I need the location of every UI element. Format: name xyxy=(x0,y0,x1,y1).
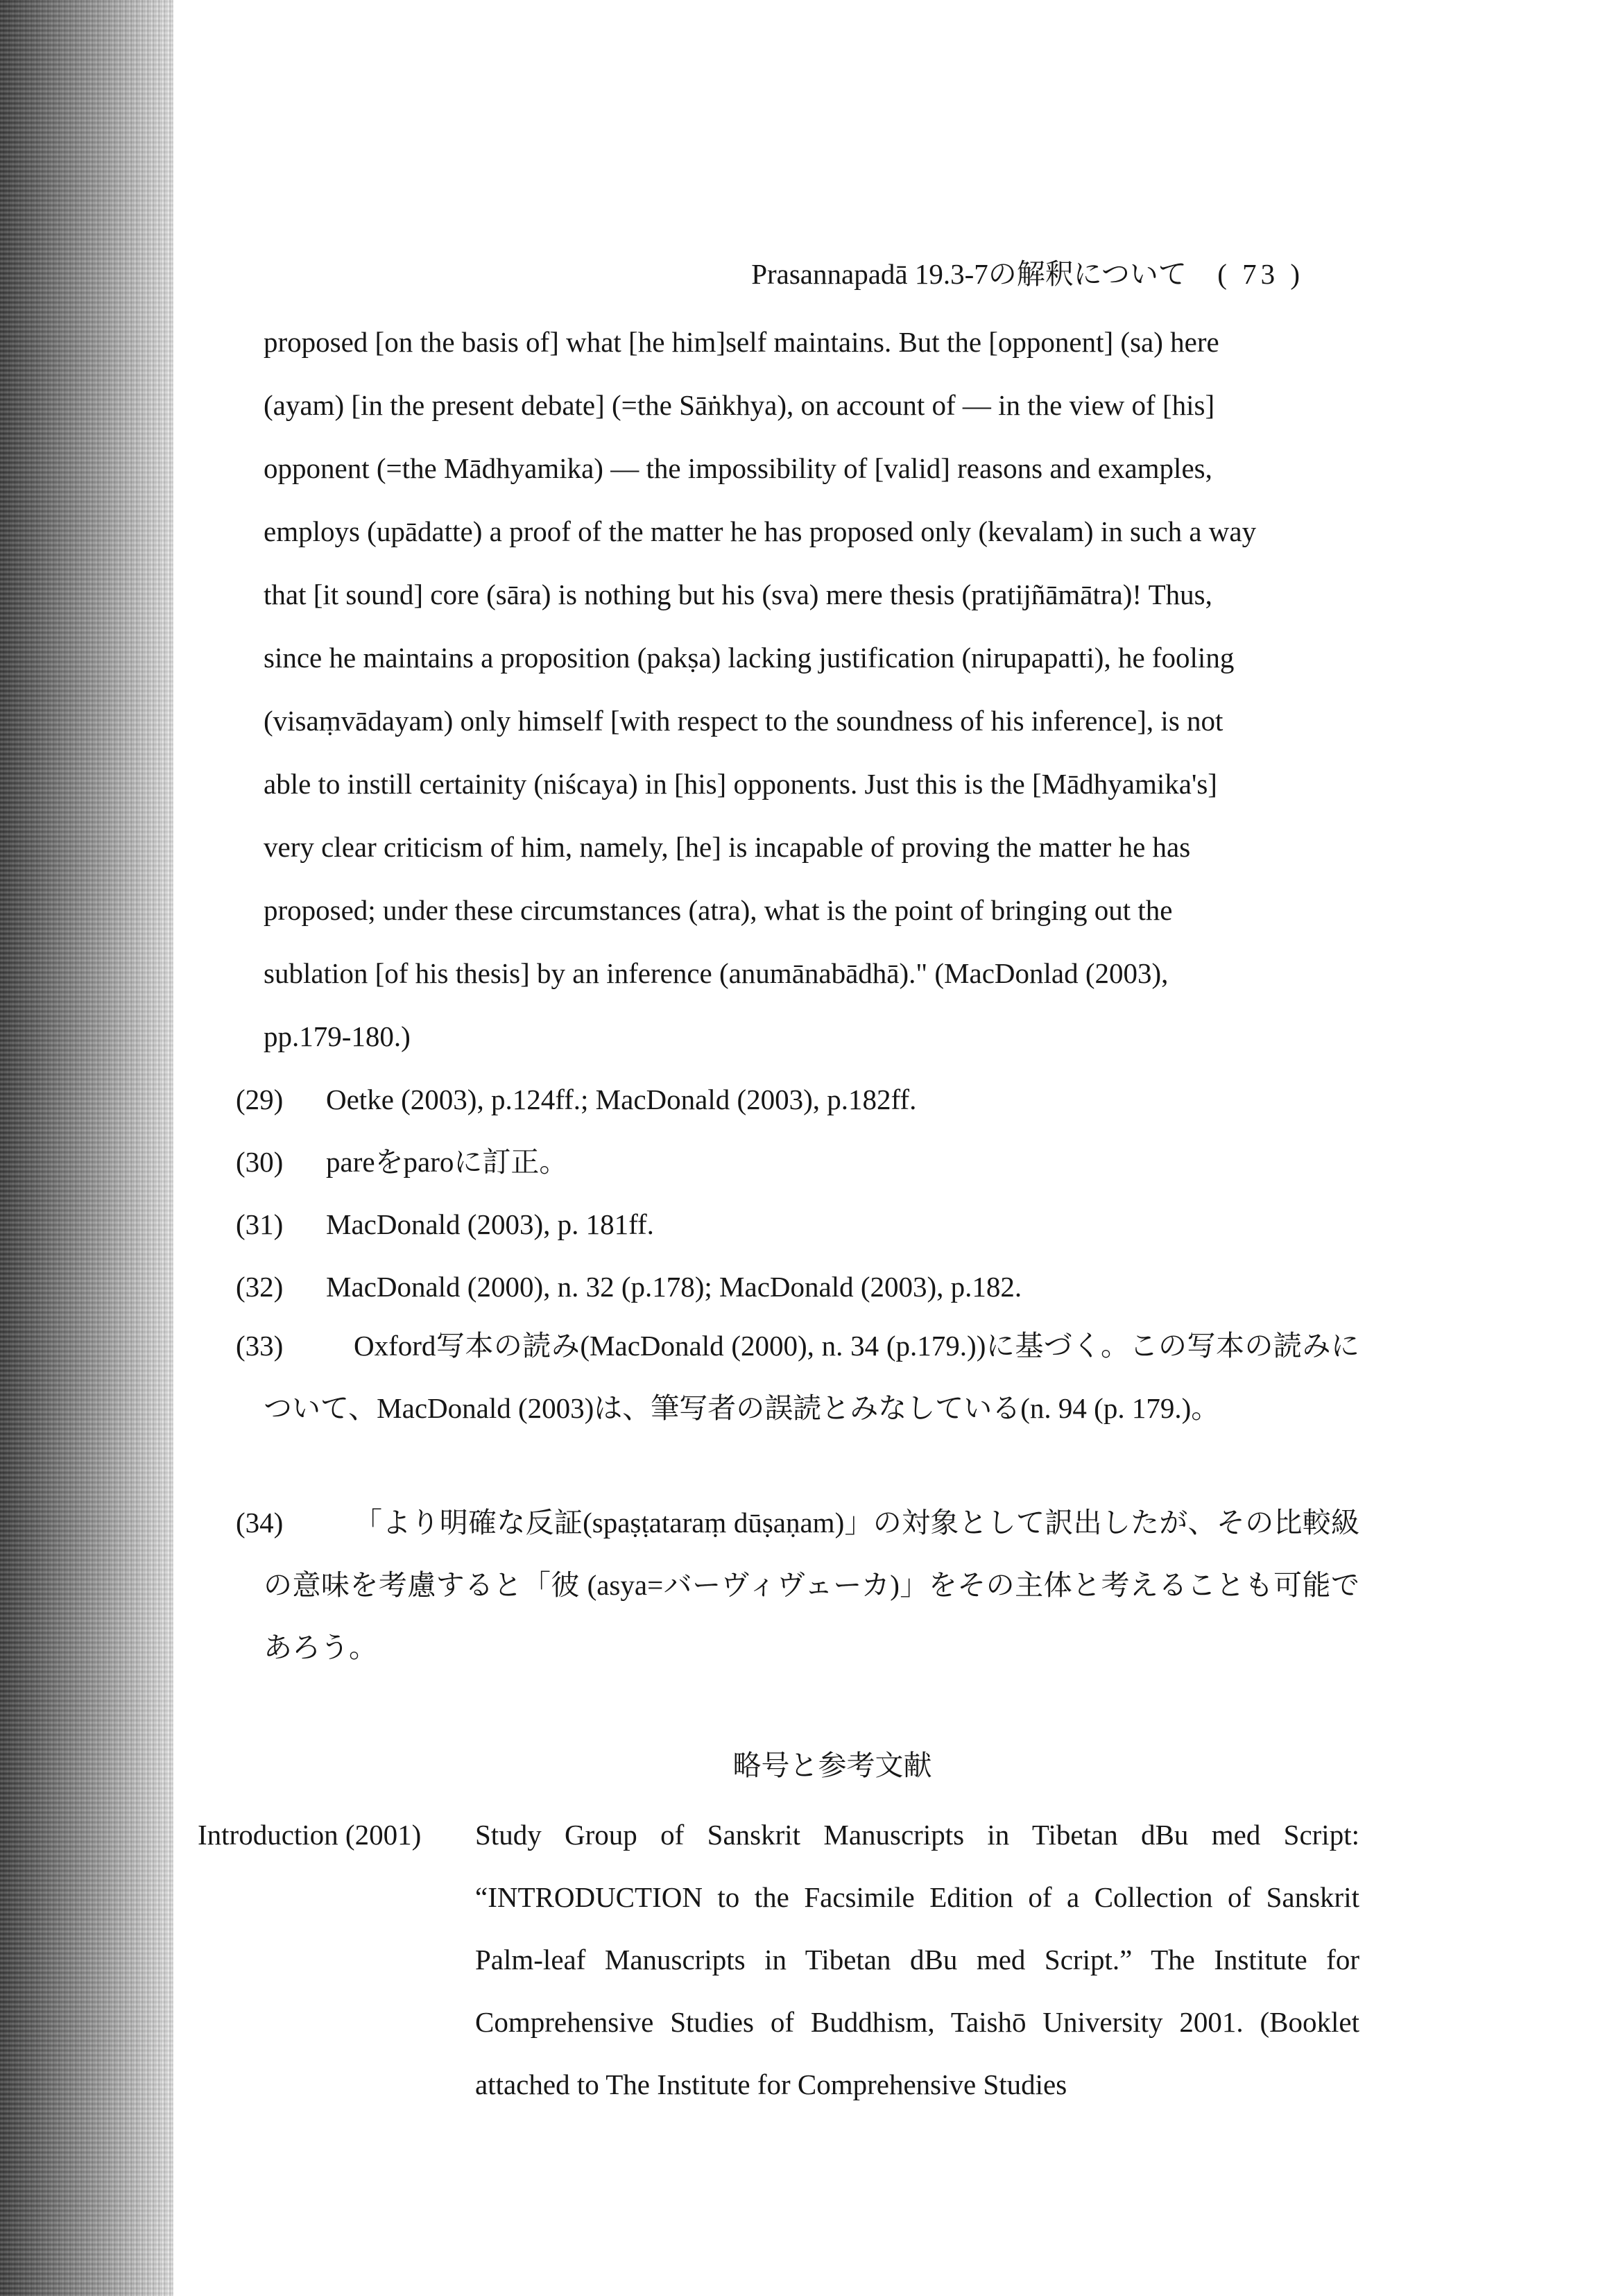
scan-shadow-edge xyxy=(0,0,173,2296)
reference-key: Introduction (2001) xyxy=(198,1819,422,1851)
reference-text: Study Group of Sanskrit Manuscripts in Tibetan dBu med Script: “INTRODUCTION to the Facsimile Edition of a Collection of Sanskrit Palm-leaf Manuscripts in Tibetan dBu med Script.” The Institute for Comprehensive Studies of Buddhism, Taishō University 2001. (Booklet attached to The Institute for Comprehensive Studies xyxy=(475,1819,1359,2100)
footnote-number: (33) xyxy=(236,1330,284,1362)
footnote-text: Oxford写本の読み(MacDonald (2000), n. 34 (p.179.))に基づく。この写本の読みについて、MacDonald (2003)は、筆写者の誤読とみなしている(n. 94 (p. 179.)。 xyxy=(264,1330,1359,1424)
paragraph-line: employs (upādatte) a proof of the matter he has proposed only (kevalam) in such a way xyxy=(264,515,1257,547)
paragraph-line: pp.179-180.) xyxy=(264,1020,411,1052)
footnote-34 xyxy=(236,1491,1359,1679)
footnote-text: MacDonald (2003), p. 181ff. xyxy=(326,1208,654,1240)
footnote-30 xyxy=(236,1131,1359,1193)
page-number: ( 73 ) xyxy=(1217,258,1304,290)
running-header xyxy=(751,251,1304,292)
paragraph-line: proposed [on the basis of] what [he him]self maintains. But the [opponent] (sa) here xyxy=(264,326,1219,358)
footnote-33 xyxy=(236,1314,1359,1439)
paragraph-line: since he maintains a proposition (pakṣa) lacking justification (nirupapatti), he fooling xyxy=(264,642,1235,674)
paragraph-line: (ayam) [in the present debate] (=the Sāṅkhya), on account of — in the view of [his] xyxy=(264,389,1215,421)
footnote-32 xyxy=(236,1256,1359,1318)
paragraph-line: sublation [of his thesis] by an inference (anumānabādhā)." (MacDonlad (2003), xyxy=(264,957,1169,989)
paragraph-line: that [it sound] core (sāra) is nothing but his (sva) mere thesis (pratijñāmātra)! Thus, xyxy=(264,579,1212,610)
header-title: Prasannapadā 19.3-7の解釈について xyxy=(751,258,1187,290)
footnote-number: (34) xyxy=(236,1507,284,1539)
footnote-text: Oetke (2003), p.124ff.; MacDonald (2003), p.182ff. xyxy=(326,1083,917,1115)
footnote-number: (30) xyxy=(236,1146,284,1178)
footnote-text: MacDonald (2000), n. 32 (p.178); MacDonald (2003), p.182. xyxy=(326,1271,1022,1303)
footnote-31 xyxy=(236,1193,1359,1256)
paragraph-line: (visaṃvādayam) only himself [with respect to the soundness of his inference], is not xyxy=(264,705,1223,737)
footnote-number: (31) xyxy=(236,1208,284,1240)
reference-entry xyxy=(198,1804,1359,2116)
footnote-text: 「より明確な反証(spaṣṭataraṃ dūṣaṇam)」の対象として訳出したが、その比較級の意味を考慮すると「彼 (asya=バーヴィヴェーカ)」をその主体と考えることも可能であろう。 xyxy=(264,1507,1359,1663)
paragraph-line: opponent (=the Mādhyamika) — the impossibility of [valid] reasons and examples, xyxy=(264,452,1212,484)
paragraph-line: proposed; under these circumstances (atra), what is the point of bringing out the xyxy=(264,894,1173,926)
references-heading: 略号と参考文献 xyxy=(732,1749,932,1781)
paragraph-line: very clear criticism of him, namely, [he] is incapable of proving the matter he has xyxy=(264,831,1191,863)
footnote-number: (32) xyxy=(236,1271,284,1303)
translation-paragraph xyxy=(264,311,1359,1068)
footnote-number: (29) xyxy=(236,1083,284,1115)
footnote-text: pareをparoに訂正。 xyxy=(326,1146,568,1178)
paragraph-line: able to instill certainity (niścaya) in [his] opponents. Just this is the [Mādhyamika's] xyxy=(264,768,1217,800)
footnote-29 xyxy=(236,1068,1359,1131)
